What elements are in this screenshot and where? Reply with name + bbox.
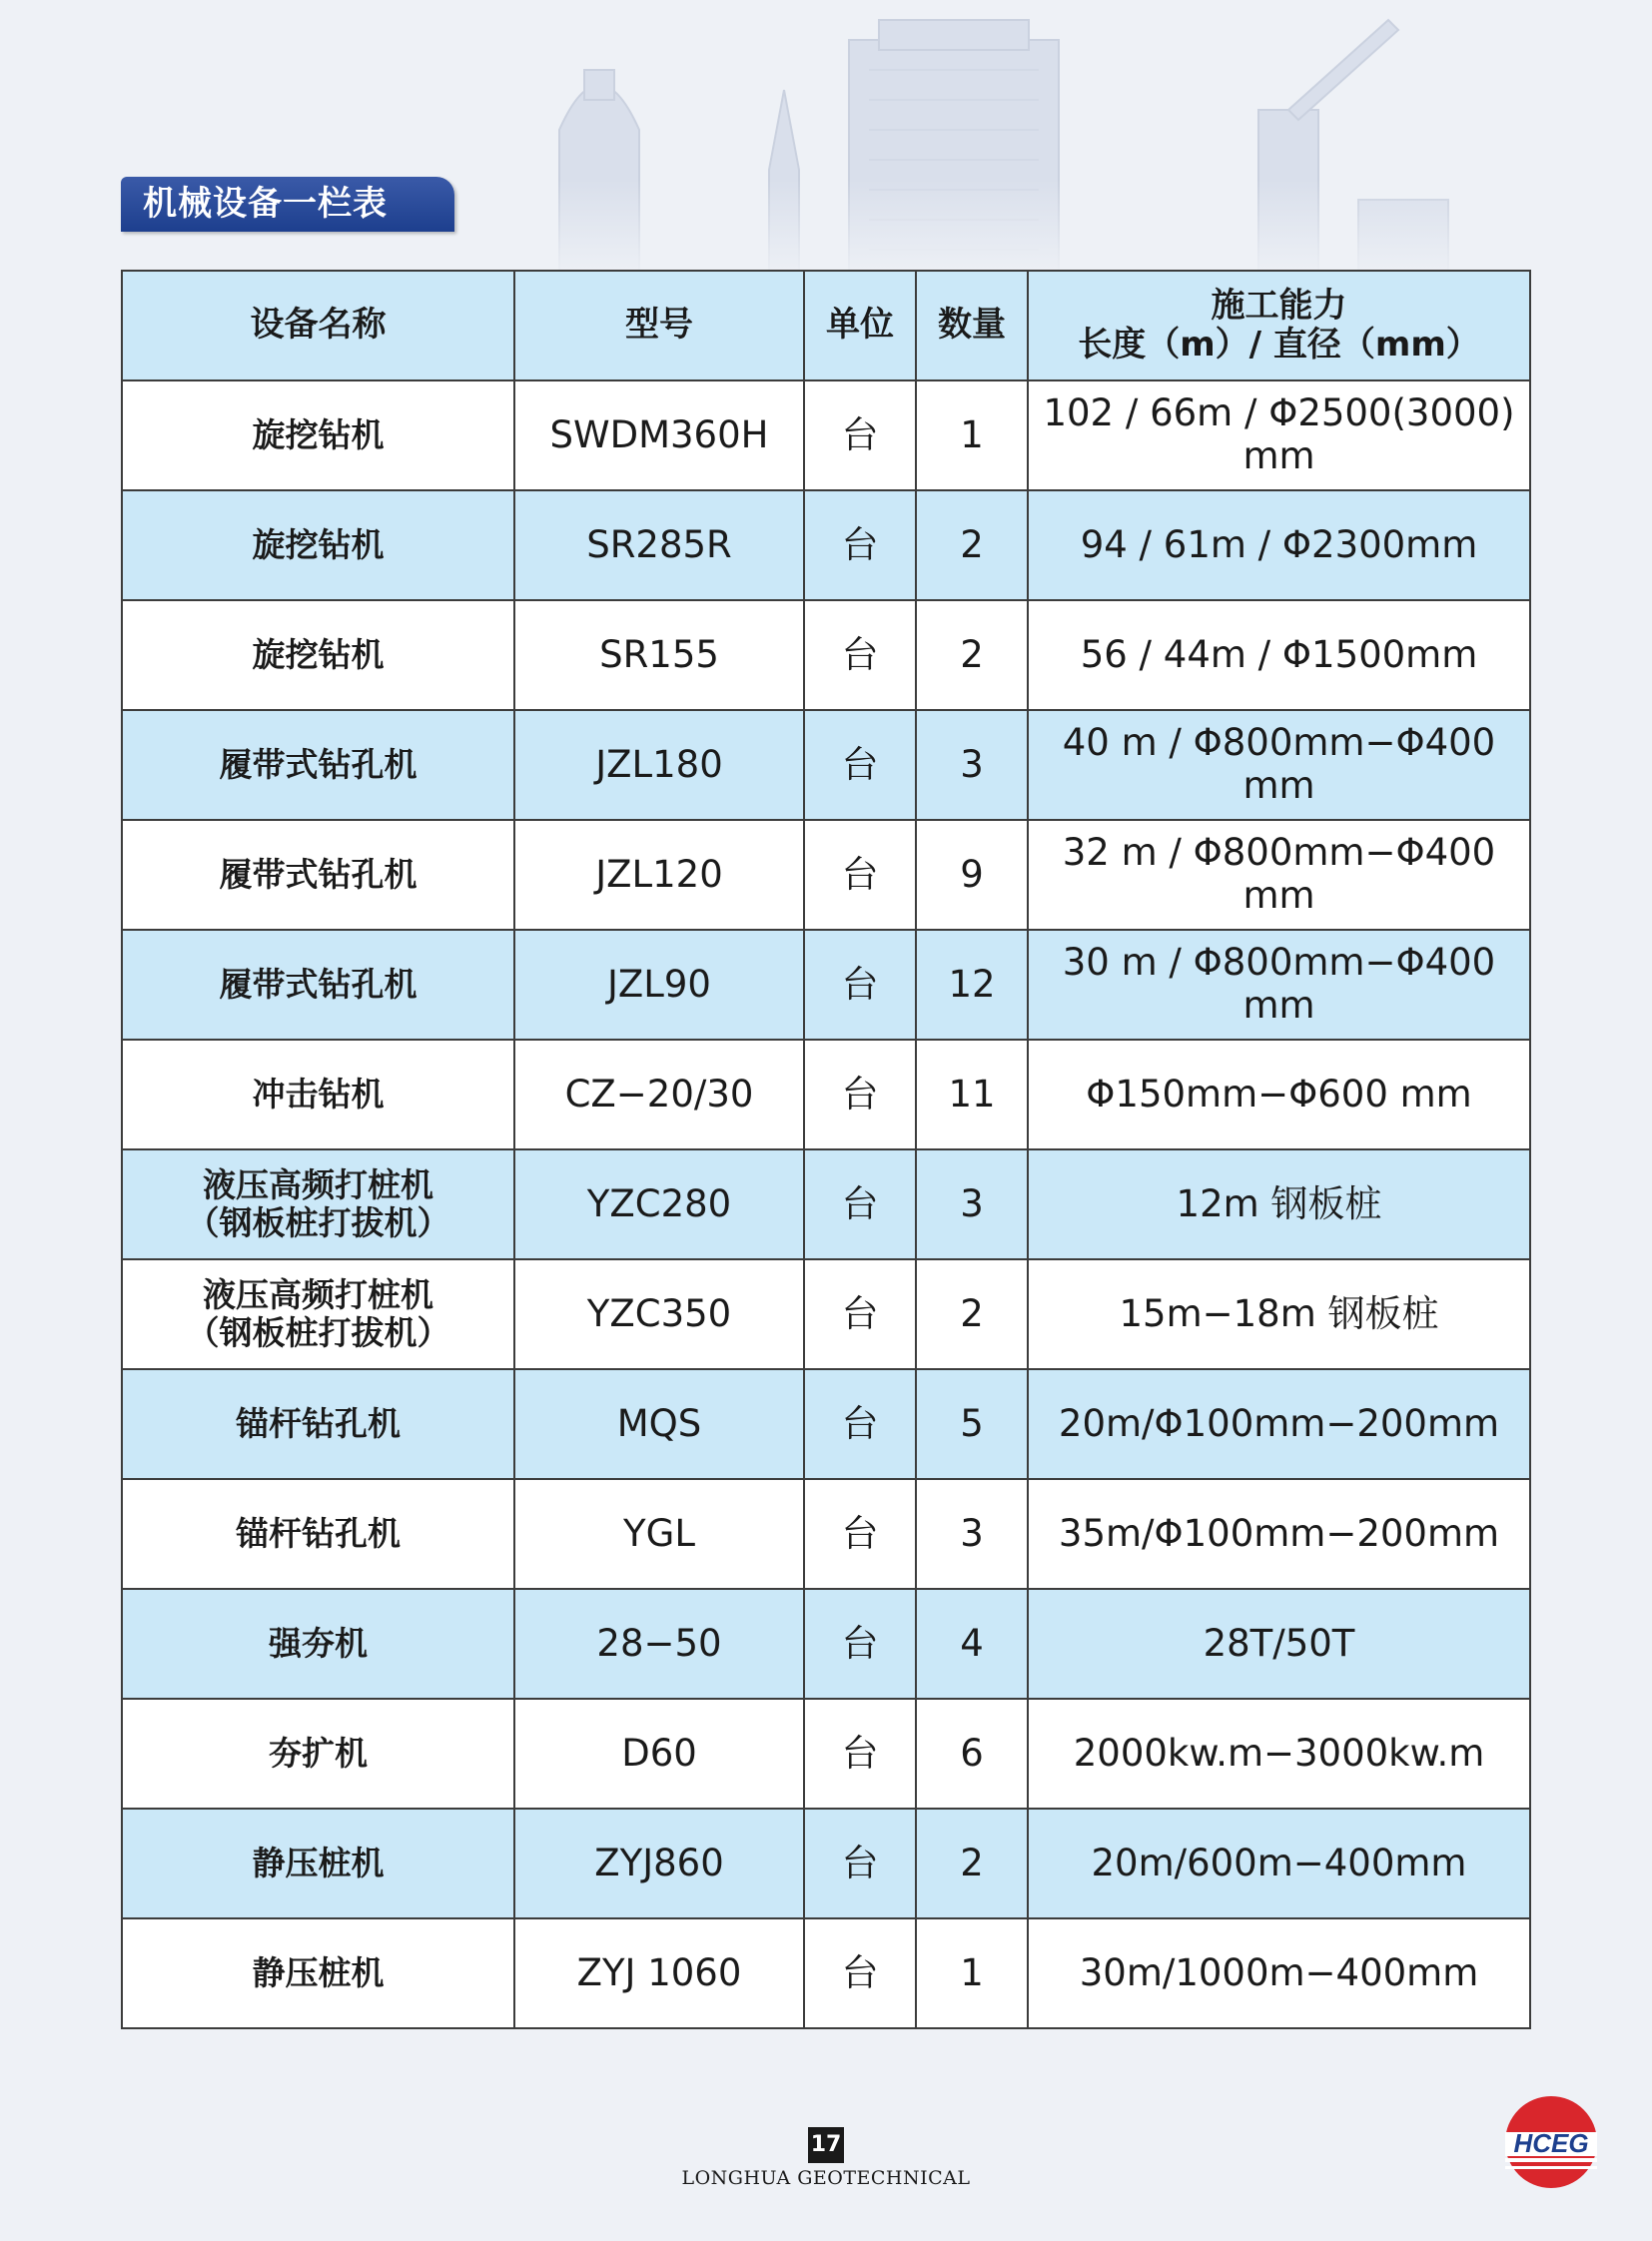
equipment-name: 静压桩机: [252, 1953, 385, 1993]
model-cell: ZYJ860: [514, 1809, 804, 1918]
model-cell: ZYJ 1060: [514, 1918, 804, 2028]
model-cell: YZC350: [514, 1259, 804, 1369]
model-cell: SR155: [514, 600, 804, 710]
equipment-name-cell: [122, 1259, 514, 1369]
page-number: 17: [808, 2127, 844, 2163]
equipment-name: 静压桩机: [252, 1844, 385, 1883]
equipment-name: 履带式钻孔机: [219, 745, 417, 785]
model-cell: CZ−20/30: [514, 1040, 804, 1149]
model-cell: JZL90: [514, 930, 804, 1040]
table-row: [122, 1809, 1530, 1918]
capacity-cell: [1028, 380, 1530, 490]
equipment-name: 履带式钻孔机: [219, 855, 417, 895]
table-row: [122, 1259, 1530, 1369]
table-row: [122, 1589, 1530, 1699]
capacity-text: 56 / 44m / Φ1500mm: [1080, 632, 1478, 676]
capacity-cell: [1028, 490, 1530, 600]
equipment-name: 旋挖钻机: [252, 635, 385, 675]
model-cell: YGL: [514, 1479, 804, 1589]
equipment-name: 夯扩机: [269, 1734, 368, 1774]
capacity-cell: [1028, 1479, 1530, 1589]
equipment-name-cell: [122, 1040, 514, 1149]
unit-cell: 台: [804, 380, 916, 490]
quantity-cell: 2: [916, 1809, 1028, 1918]
unit-cell: 台: [804, 600, 916, 710]
equipment-name-cell: [122, 1149, 514, 1259]
table-row: [122, 600, 1530, 710]
section-title: 机械设备一栏表: [121, 177, 454, 232]
model-cell: SWDM360H: [514, 380, 804, 490]
capacity-cell: [1028, 710, 1530, 820]
unit-cell: 台: [804, 1040, 916, 1149]
equipment-name-cell: [122, 1369, 514, 1479]
table-header-row: [122, 271, 1530, 380]
unit-cell: 台: [804, 1369, 916, 1479]
model-cell: JZL180: [514, 710, 804, 820]
capacity-cell: [1028, 1040, 1530, 1149]
unit-cell: 台: [804, 710, 916, 820]
quantity-cell: 12: [916, 930, 1028, 1040]
table-row: [122, 1699, 1530, 1809]
capacity-text: 2000kw.m−3000kw.m: [1073, 1731, 1485, 1775]
capacity-cell: [1028, 1699, 1530, 1809]
capacity-text: 28T/50T: [1203, 1621, 1355, 1665]
unit-cell: 台: [804, 1918, 916, 2028]
equipment-name: 强夯机: [269, 1624, 368, 1664]
capacity-text: 15m−18m 钢板桩: [1119, 1291, 1439, 1335]
unit-cell: 台: [804, 1699, 916, 1809]
page-footer: [0, 2127, 1652, 2189]
capacity-text: 102 / 66m / Φ2500(3000): [1043, 391, 1515, 435]
capacity-text: mm: [1242, 764, 1315, 807]
quantity-cell: 11: [916, 1040, 1028, 1149]
equipment-name-cell: [122, 600, 514, 710]
equipment-name: 冲击钻机: [252, 1075, 385, 1115]
header-capacity-line2: 长度（m）/ 直径（mm）: [1078, 325, 1480, 365]
equipment-name-cell: [122, 380, 514, 490]
equipment-name: 履带式钻孔机: [219, 965, 417, 1005]
capacity-text: mm: [1242, 984, 1315, 1027]
header-capacity: [1028, 271, 1530, 380]
model-cell: SR285R: [514, 490, 804, 600]
equipment-name-cell: [122, 710, 514, 820]
model-cell: YZC280: [514, 1149, 804, 1259]
capacity-cell: [1028, 1809, 1530, 1918]
table-row: [122, 930, 1530, 1040]
quantity-cell: 9: [916, 820, 1028, 930]
table-row: [122, 490, 1530, 600]
table-row: [122, 1369, 1530, 1479]
capacity-cell: [1028, 1259, 1530, 1369]
header-name: 设备名称: [122, 271, 514, 380]
header-model: 型号: [514, 271, 804, 380]
capacity-text: 30 m / Φ800mm−Φ400: [1062, 941, 1496, 985]
capacity-cell: [1028, 1369, 1530, 1479]
capacity-text: 12m 钢板桩: [1176, 1181, 1382, 1225]
header-quantity: 数量: [916, 271, 1028, 380]
header-unit: 单位: [804, 271, 916, 380]
capacity-cell: [1028, 820, 1530, 930]
unit-cell: 台: [804, 820, 916, 930]
header-capacity-line1: 施工能力: [1211, 285, 1347, 326]
quantity-cell: 3: [916, 1149, 1028, 1259]
unit-cell: 台: [804, 490, 916, 600]
table-row: [122, 1040, 1530, 1149]
equipment-name: 锚杆钻孔机: [236, 1514, 401, 1554]
capacity-text: mm: [1242, 434, 1315, 477]
unit-cell: 台: [804, 930, 916, 1040]
equipment-name-cell: [122, 1918, 514, 2028]
unit-cell: 台: [804, 1259, 916, 1369]
equipment-name: 旋挖钻机: [252, 415, 385, 455]
equipment-name-cell: [122, 1479, 514, 1589]
quantity-cell: 1: [916, 1918, 1028, 2028]
equipment-name: 旋挖钻机: [252, 525, 385, 565]
city-skyline-illustration: [0, 0, 1652, 280]
capacity-text: 20m/Φ100mm−200mm: [1058, 1401, 1500, 1445]
equipment-name: 液压高频打桩机: [203, 1275, 433, 1315]
table-row: [122, 1149, 1530, 1259]
capacity-cell: [1028, 600, 1530, 710]
equipment-name: 锚杆钻孔机: [236, 1404, 401, 1444]
capacity-text: 94 / 61m / Φ2300mm: [1080, 522, 1478, 566]
capacity-cell: [1028, 1918, 1530, 2028]
table-row: [122, 710, 1530, 820]
capacity-text: 20m/600m−400mm: [1091, 1841, 1467, 1884]
model-cell: 28−50: [514, 1589, 804, 1699]
capacity-text: 32 m / Φ800mm−Φ400: [1062, 831, 1496, 875]
company-name: LONGHUA GEOTECHNICAL: [681, 2167, 971, 2189]
capacity-cell: [1028, 1589, 1530, 1699]
model-cell: JZL120: [514, 820, 804, 930]
capacity-text: 40 m / Φ800mm−Φ400: [1062, 721, 1496, 765]
quantity-cell: 6: [916, 1699, 1028, 1809]
equipment-name: （钢板桩打拔机）: [186, 1203, 450, 1242]
quantity-cell: 3: [916, 710, 1028, 820]
equipment-name: （钢板桩打拔机）: [186, 1313, 450, 1352]
unit-cell: 台: [804, 1809, 916, 1918]
equipment-name-cell: [122, 490, 514, 600]
unit-cell: 台: [804, 1479, 916, 1589]
model-cell: D60: [514, 1699, 804, 1809]
equipment-name-cell: [122, 1699, 514, 1809]
table-row: [122, 1479, 1530, 1589]
table-row: [122, 820, 1530, 930]
model-cell: MQS: [514, 1369, 804, 1479]
quantity-cell: 2: [916, 1259, 1028, 1369]
capacity-text: 35m/Φ100mm−200mm: [1058, 1511, 1500, 1555]
equipment-table: [121, 270, 1531, 2029]
unit-cell: 台: [804, 1589, 916, 1699]
hceg-logo: [1496, 2092, 1606, 2192]
quantity-cell: 2: [916, 490, 1028, 600]
equipment-name-cell: [122, 1589, 514, 1699]
quantity-cell: 3: [916, 1479, 1028, 1589]
quantity-cell: 4: [916, 1589, 1028, 1699]
quantity-cell: 1: [916, 380, 1028, 490]
unit-cell: 台: [804, 1149, 916, 1259]
equipment-name-cell: [122, 820, 514, 930]
table-row: [122, 1918, 1530, 2028]
equipment-name-cell: [122, 1809, 514, 1918]
quantity-cell: 2: [916, 600, 1028, 710]
capacity-cell: [1028, 930, 1530, 1040]
quantity-cell: 5: [916, 1369, 1028, 1479]
equipment-name: 液压高频打桩机: [203, 1165, 433, 1205]
capacity-text: mm: [1242, 874, 1315, 917]
capacity-cell: [1028, 1149, 1530, 1259]
table-row: [122, 380, 1530, 490]
logo-text: HCEG: [1513, 2128, 1589, 2158]
capacity-text: Φ150mm−Φ600 mm: [1086, 1072, 1472, 1116]
capacity-text: 30m/1000m−400mm: [1079, 1950, 1479, 1994]
equipment-name-cell: [122, 930, 514, 1040]
